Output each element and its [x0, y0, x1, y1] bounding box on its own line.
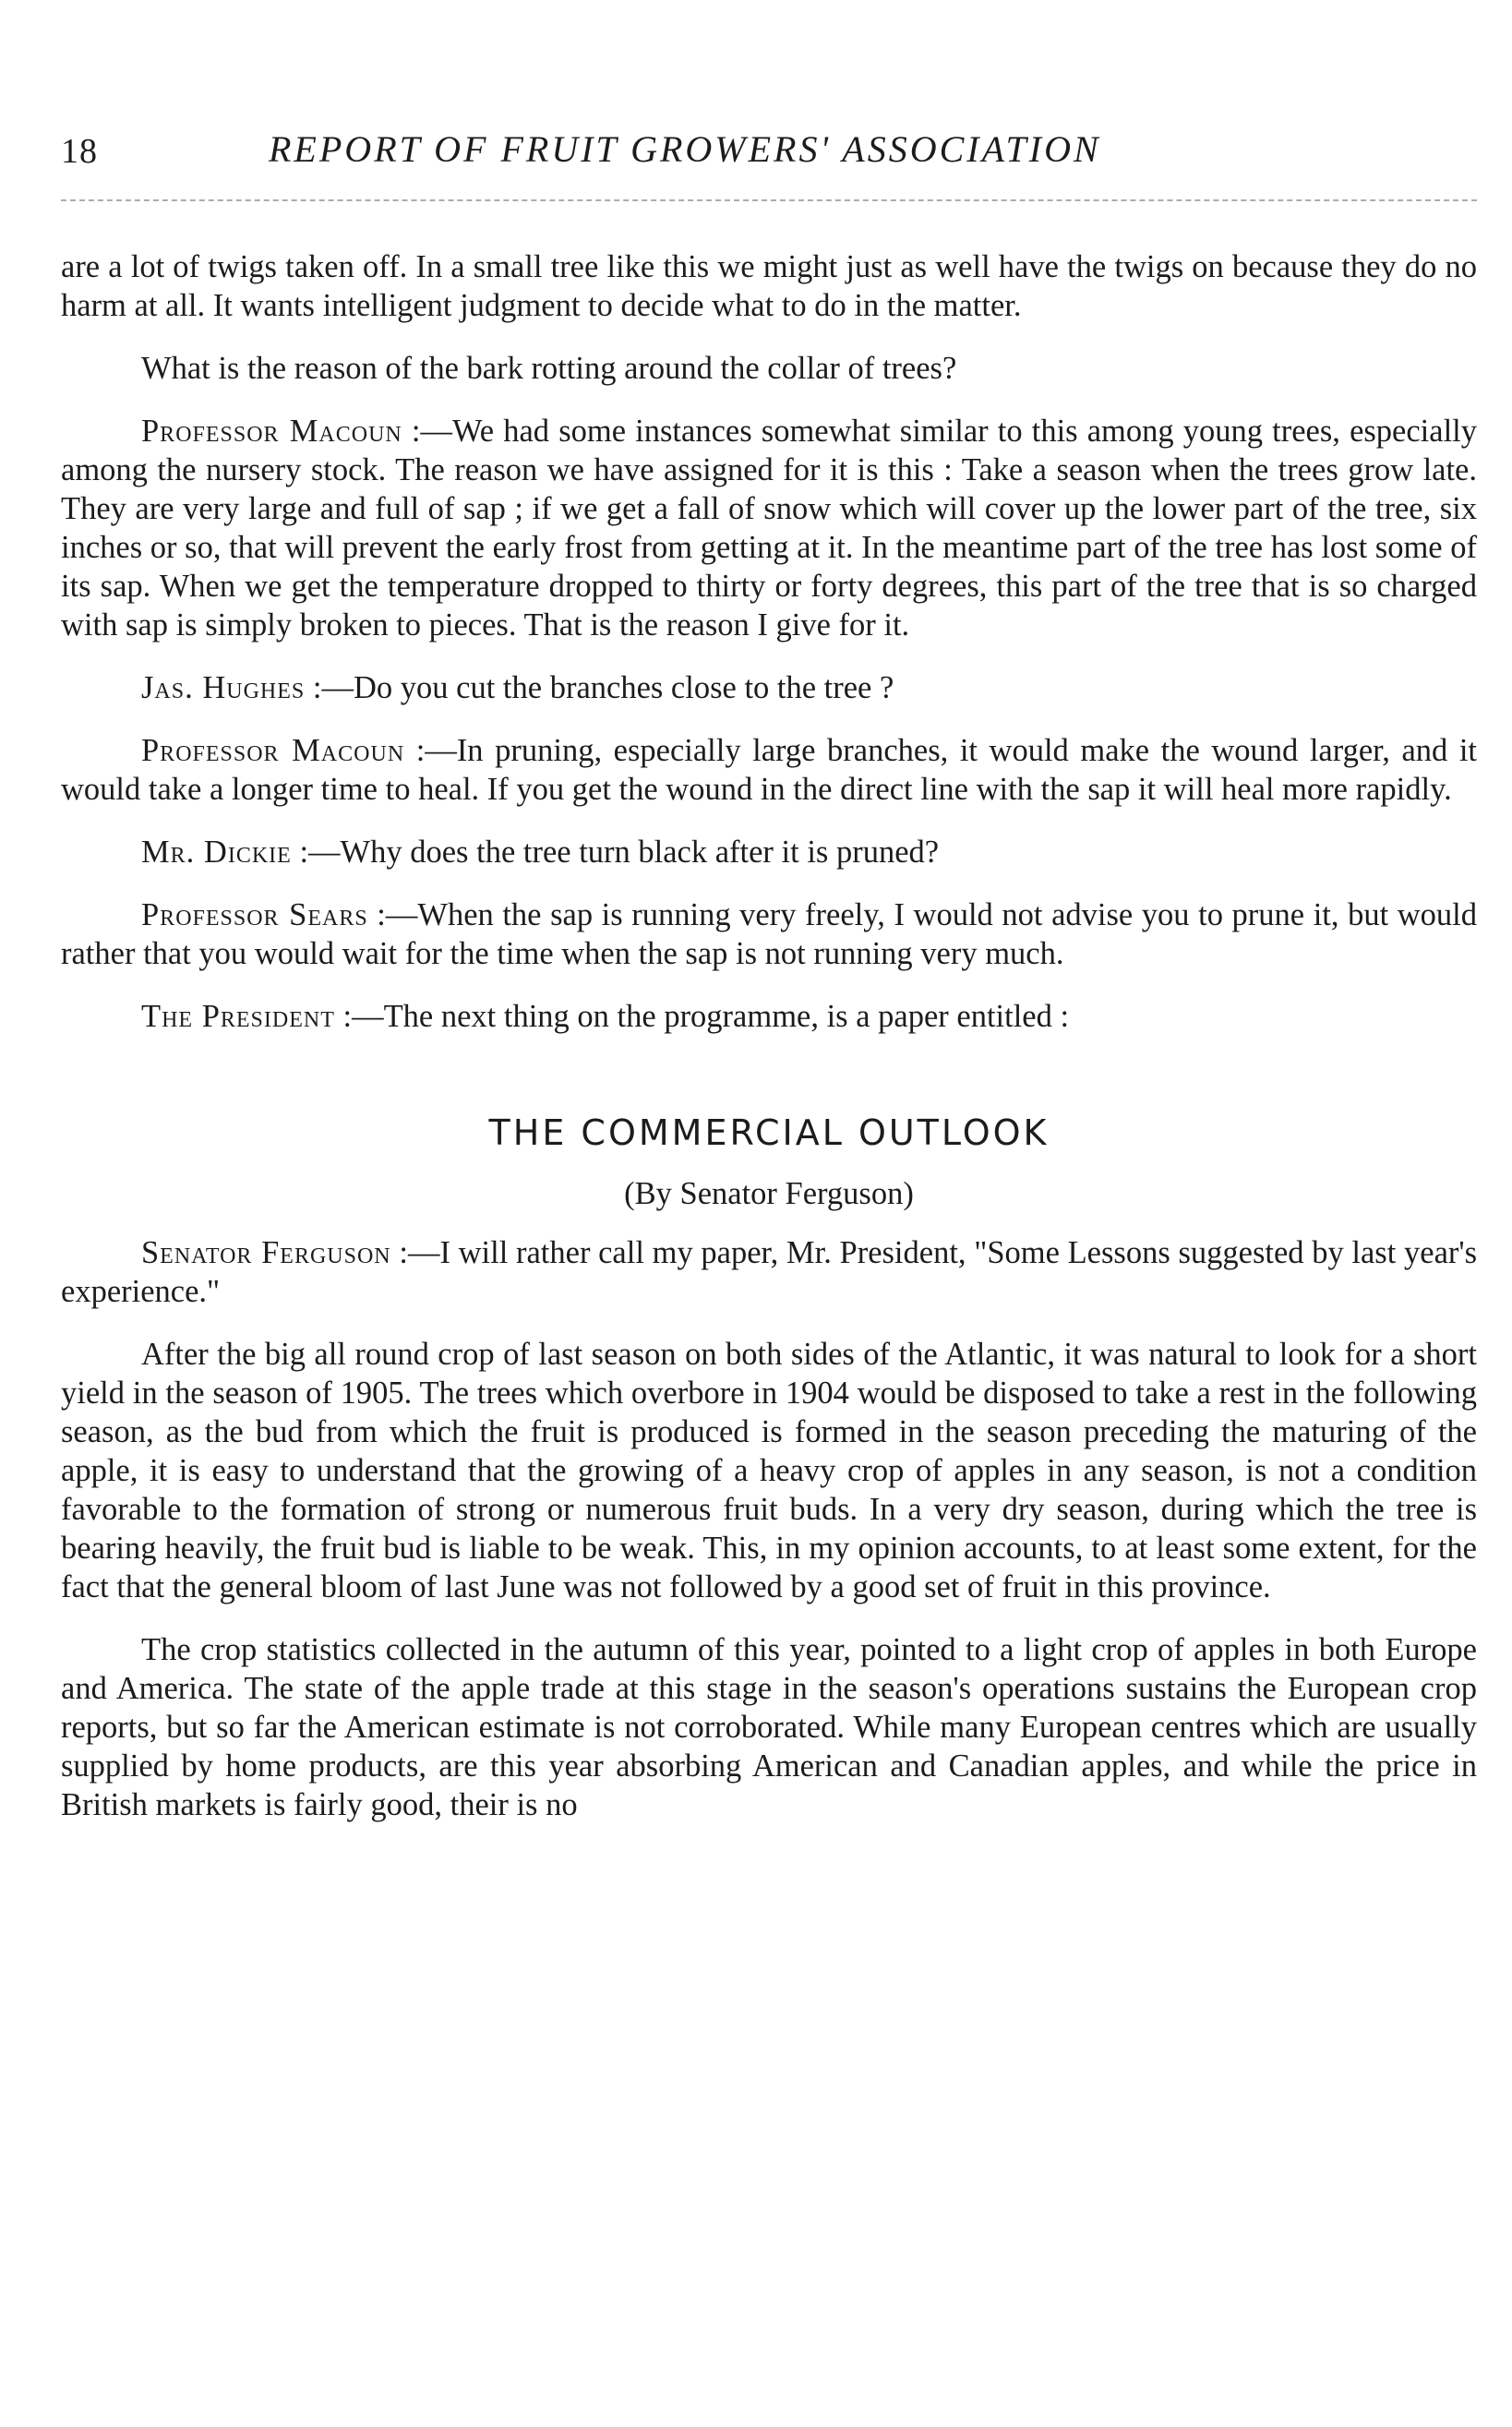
- speaker-name: Jas. Hughes: [141, 670, 306, 705]
- paragraph-body: After the big all round crop of last season on both sides of the Atlantic, it was natural to look for a short yield in the season of 1905. The trees which overbore in 1904 would be disposed to take a rest in the following season, as the bud from which the fruit is produced is formed in the season preceding the maturing of the apple, it is easy to understand that the growing of a heavy crop of apples in any season, is not a condition favorable to the formation of strong or numerous fruit buds. In a very dry season, during which the tree is bearing heavily, the fruit bud is liable to be weak. This, in my opinion accounts, to at least some extent, for the fact that the general bloom of last June was not followed by a good set of fruit in this province.: [61, 1337, 1477, 1604]
- running-header: [61, 127, 1477, 183]
- speaker-name: Mr. Dickie: [141, 835, 292, 870]
- paragraph-question: What is the reason of the bark rotting around the collar of trees?: [141, 351, 957, 386]
- section-title: THE COMMERCIAL OUTLOOK: [488, 1112, 1050, 1153]
- page-number: 18: [61, 132, 98, 171]
- speaker-name: Professor Macoun: [141, 733, 405, 768]
- speaker-name: Professor Macoun: [141, 414, 402, 449]
- paragraph-speech: Professor Sears :—When the sap is running very freely, I would not advise you to prune it, but would rather that you would wait for the time when the sap is not running very much.: [61, 897, 1477, 971]
- speaker-name: Senator Ferguson: [141, 1235, 391, 1270]
- paragraph-speech: Jas. Hughes :—Do you cut the branches close to the tree ?: [141, 670, 894, 705]
- section-byline: (By Senator Ferguson): [624, 1176, 914, 1211]
- paragraph-speech: The President :—The next thing on the programme, is a paper entitled :: [141, 999, 1070, 1034]
- speaker-name: Professor Sears: [141, 897, 368, 932]
- paragraph-speech: Senator Ferguson :—I will rather call my paper, Mr. President, "Some Lessons suggested by last year's experience.": [61, 1235, 1478, 1309]
- body-text: [61, 247, 1477, 1848]
- paragraph-continuation: are a lot of twigs taken off. In a small tree like this we might just as well have the twigs on because they do no harm at all. It wants intelligent judgment to decide what to do in the matter.: [61, 249, 1477, 323]
- paragraph-body: The crop statistics collected in the autumn of this year, pointed to a light crop of apples in both Europe and America. The state of the apple trade at this stage in the season's operations sustains the European crop reports, but so far the American estimate is not corroborated. While many European centres which are usually supplied by home products, are this year absorbing American and Canadian apples, and while the price in British markets is fairly good, their is no: [61, 1632, 1477, 1822]
- speaker-name: The President: [141, 999, 335, 1034]
- header-rule: [61, 199, 1477, 201]
- running-title: REPORT OF FRUIT GROWERS' ASSOCIATION: [269, 128, 1101, 170]
- paragraph-speech: Professor Macoun :—We had some instances somewhat similar to this among young trees, especially among the nursery stock. The reason we have assigned for it is this : Take a season when the trees grow late. They are very large and full of sap ; if we get a fall of snow which will cover up the lower part of the tree, six inches or so, that will prevent the early frost from getting at it. In the meantime part of the tree has lost some of its sap. When we get the temperature dropped to thirty or forty degrees, this part of the tree that is so charged with sap is simply broken to pieces. That is the reason I give for it.: [61, 414, 1478, 643]
- paragraph-speech: Professor Macoun :—In pruning, especially large branches, it would make the wound larger, and it would take a longer time to heal. If you get the wound in the direct line with the sap it will heal more rapidly.: [61, 733, 1478, 807]
- paragraph-speech: Mr. Dickie :—Why does the tree turn black after it is pruned?: [141, 835, 940, 870]
